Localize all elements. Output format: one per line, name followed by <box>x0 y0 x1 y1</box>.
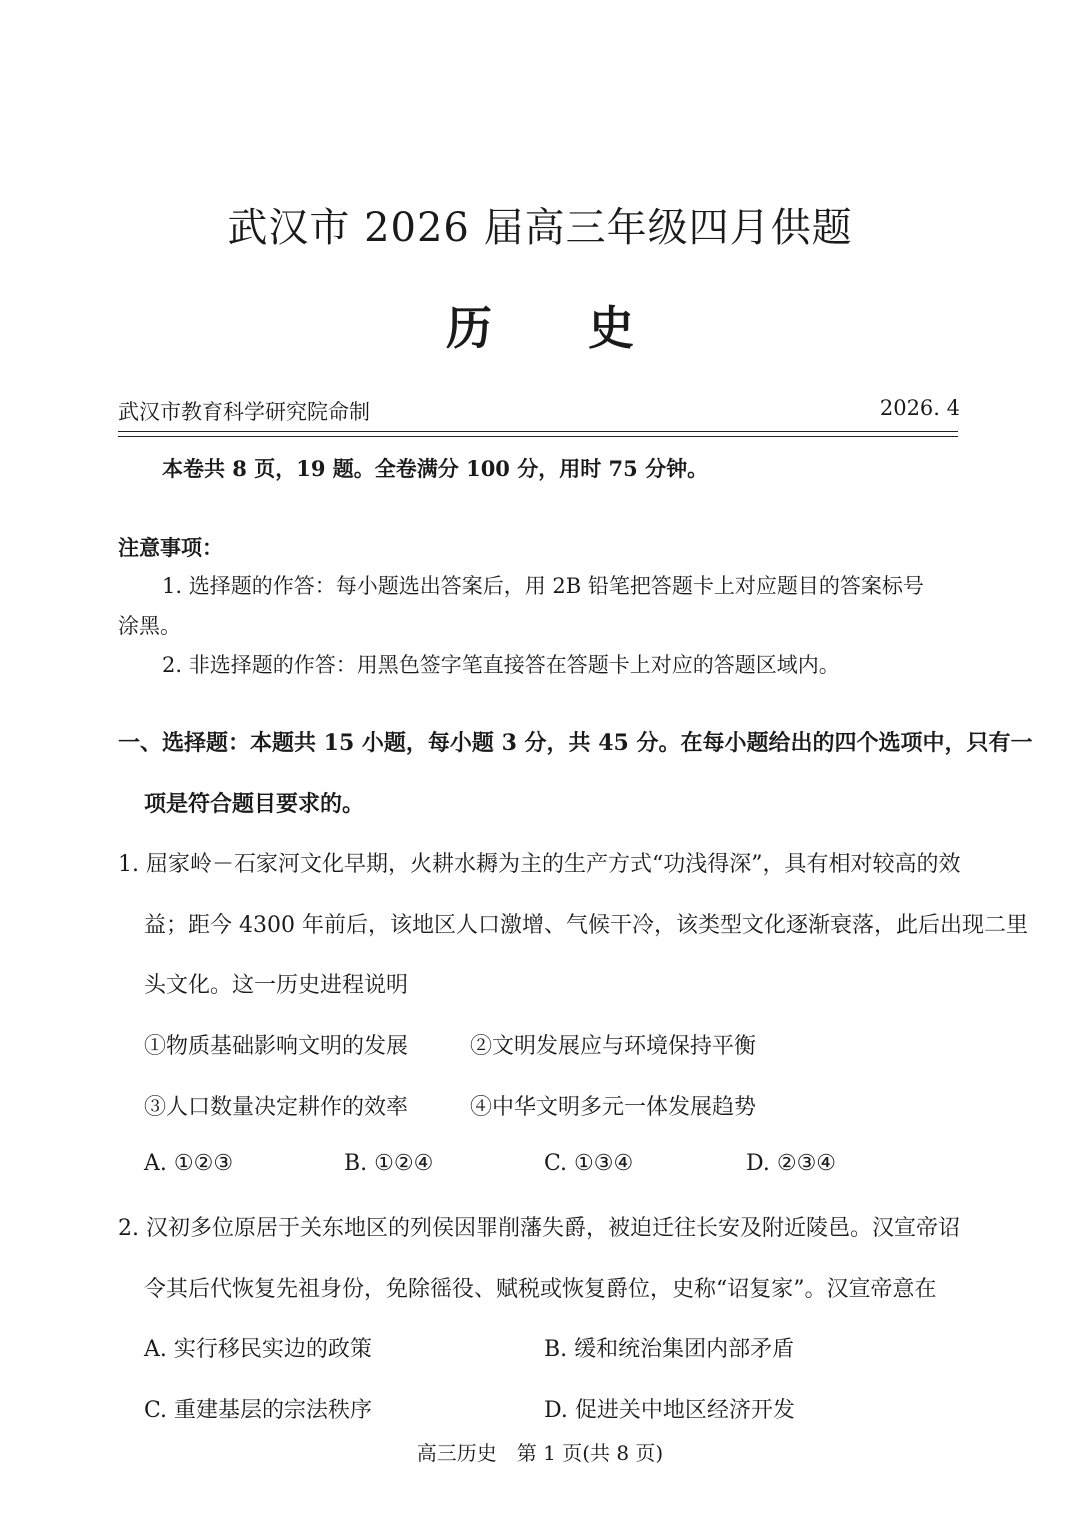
notes-heading: 注意事项： <box>118 535 223 560</box>
section-heading-continued: 项是符合题目要求的。 <box>144 791 365 817</box>
question-2-line-2: 令其后代恢复先祖身份，免除徭役、赋税或恢复爵位，史称“诏复家”。汉宣帝意在 <box>144 1277 937 1302</box>
statement-1: ①物质基础影响文明的发展 <box>144 1034 409 1059</box>
note-item-1-continued: 涂黑。 <box>118 614 181 638</box>
header-rule-top <box>118 431 958 432</box>
section-heading: 一、选择题：本题共 15 小题，每小题 3 分，共 45 分。在每小题给出的四个选项中，只有一 <box>118 730 1033 756</box>
subject-title: 历 史 <box>445 301 674 355</box>
publisher: 武汉市教育科学研究院命制 <box>118 400 370 424</box>
statement-3: ③人口数量决定耕作的效率 <box>144 1095 409 1120</box>
question-2-line-1: 2. 汉初多位原居于关东地区的列侯因罪削藩失爵，被迫迁往长安及附近陵邑。汉宣帝诏 <box>118 1216 960 1241</box>
question-1-line-3: 头文化。这一历史进程说明 <box>144 973 409 998</box>
statement-4: ④中华文明多元一体发展趋势 <box>470 1095 757 1120</box>
question-1-line-1: 1. 屈家岭－石家河文化早期，火耕水耨为主的生产方式“功浅得深”，具有相对较高的效 <box>118 852 961 877</box>
option-c: C. 重建基层的宗法秩序 <box>144 1398 373 1423</box>
option-b: B. 缓和统治集团内部矛盾 <box>544 1337 795 1362</box>
note-item-1: 1. 选择题的作答：每小题选出答案后，用 2B 铅笔把答题卡上对应题目的答案标号 <box>162 574 924 598</box>
statement-2: ②文明发展应与环境保持平衡 <box>470 1034 757 1059</box>
exam-date: 2026. 4 <box>879 396 960 420</box>
note-item-2: 2. 非选择题的作答：用黑色签字笔直接答在答题卡上对应的答题区域内。 <box>162 653 840 677</box>
option-a: A. 实行移民实边的政策 <box>144 1337 372 1362</box>
option-b: B. ①②④ <box>344 1151 434 1176</box>
question-1-line-2: 益；距今 4300 年前后，该地区人口激增、气候干冷，该类型文化逐渐衰落，此后出现二里 <box>144 913 1028 938</box>
option-d: D. 促进关中地区经济开发 <box>544 1398 795 1423</box>
option-d: D. ②③④ <box>746 1151 837 1176</box>
header-rule-bottom <box>118 436 958 437</box>
paper-summary: 本卷共 8 页，19 题。全卷满分 100 分，用时 75 分钟。 <box>162 456 709 481</box>
page-footer: 高三历史 第 1 页(共 8 页) <box>416 1441 664 1465</box>
option-a: A. ①②③ <box>144 1151 234 1176</box>
option-c: C. ①③④ <box>544 1151 634 1176</box>
exam-title: 武汉市 2026 届高三年级四月供题 <box>227 205 853 251</box>
